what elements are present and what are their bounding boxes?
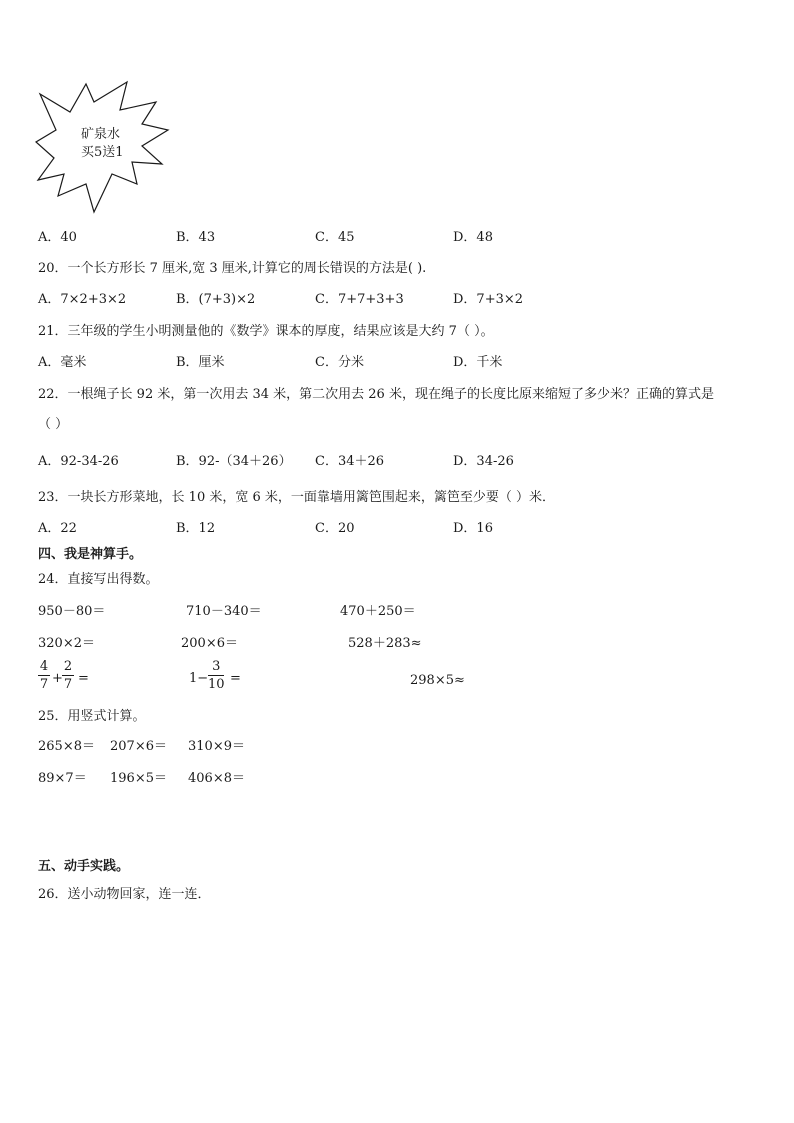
- q21-text: 21．三年级的学生小明测量他的《数学》课本的厚度，结果应该是大约 7（ ）。: [38, 324, 494, 339]
- q24-fraction-c: [208, 660, 225, 691]
- badge-line-2: 买5送1: [81, 145, 124, 160]
- q20-option-c: C．7+7+3+3: [315, 292, 404, 307]
- fraction-a-numerator: 4: [39, 659, 49, 674]
- q24-expr-4: 320×2＝: [38, 636, 95, 651]
- fraction-a-denominator: 7: [39, 677, 49, 692]
- q24-fraction-a: [38, 660, 50, 691]
- q21-option-a: A．毫米: [38, 355, 87, 370]
- q25-expr-3: 310×9＝: [188, 739, 245, 754]
- q22-option-d: D．34-26: [453, 454, 514, 469]
- q22-option-b: B．92-（34＋26）: [176, 454, 292, 469]
- q25-expr-4: 89×7＝: [38, 771, 87, 786]
- q20-option-d: D．7+3×2: [453, 292, 524, 307]
- q23-text: 23．一块长方形菜地，长 10 米，宽 6 米，一面靠墙用篱笆围起来，篱笆至少要（ ）米．: [38, 490, 556, 505]
- q24-expr-1: 950－80＝: [38, 604, 106, 619]
- q22-option-a: A．92-34-26: [38, 454, 119, 469]
- q19-option-d: D．48: [453, 230, 493, 245]
- q21-option-c: C．分米: [315, 355, 364, 370]
- q24-one-minus: 1−: [189, 671, 209, 686]
- q24-expr-2: 710－340＝: [186, 604, 262, 619]
- q24-equals-2: =: [230, 671, 241, 686]
- q22-text: 22．一根绳子长 92 米，第一次用去 34 米，第二次用去 26 米，现在绳子的长度比原来缩短了多少米？正确的算式是: [38, 387, 714, 402]
- q24-expr-6: 528＋283≈: [348, 636, 422, 651]
- fraction-c-numerator: 3: [212, 659, 221, 674]
- section-4-heading: 四、我是神算手。: [38, 547, 143, 562]
- section-5-heading: 五、动手实践。: [38, 859, 130, 874]
- q24-plus: +: [52, 671, 63, 686]
- q25-expr-6: 406×8＝: [188, 771, 245, 786]
- q22-option-c: C．34＋26: [315, 454, 385, 469]
- fraction-c-denominator: 10: [208, 677, 225, 692]
- q23-option-a: A．22: [38, 521, 77, 536]
- q25-expr-1: 265×8＝: [38, 739, 95, 754]
- fraction-b-numerator: 2: [63, 659, 73, 674]
- q19-option-a: A．40: [38, 230, 77, 245]
- fraction-b-denominator: 7: [63, 677, 73, 692]
- q23-option-d: D．16: [453, 521, 493, 536]
- q21-option-b: B．厘米: [176, 355, 225, 370]
- q19-option-c: C．45: [315, 230, 355, 245]
- q25-expr-5: 196×5＝: [110, 771, 167, 786]
- q24-equals-1: =: [78, 671, 89, 686]
- q23-option-b: B．12: [176, 521, 216, 536]
- q23-option-c: C．20: [315, 521, 355, 536]
- q24-expr-9: 298×5≈: [410, 673, 465, 688]
- q26-text: 26．送小动物回家，连一连．: [38, 887, 211, 902]
- q22-text-paren: （ ）: [38, 417, 69, 432]
- q20-text: 20．一个长方形长 7 厘米,宽 3 厘米,计算它的周长错误的方法是( ).: [38, 261, 427, 276]
- q24-fraction-b: [62, 660, 74, 691]
- q25-text: 25．用竖式计算。: [38, 709, 146, 724]
- q21-option-d: D．千米: [453, 355, 503, 370]
- q20-option-b: B．(7+3)×2: [176, 292, 256, 307]
- q20-option-a: A．7×2+3×2: [38, 292, 127, 307]
- q24-expr-5: 200×6＝: [181, 636, 238, 651]
- q24-expr-3: 470＋250＝: [340, 604, 416, 619]
- q19-option-b: B．43: [176, 230, 216, 245]
- q24-text: 24．直接写出得数。: [38, 572, 159, 587]
- badge-line-1: 矿泉水: [81, 127, 121, 142]
- q25-expr-2: 207×6＝: [110, 739, 167, 754]
